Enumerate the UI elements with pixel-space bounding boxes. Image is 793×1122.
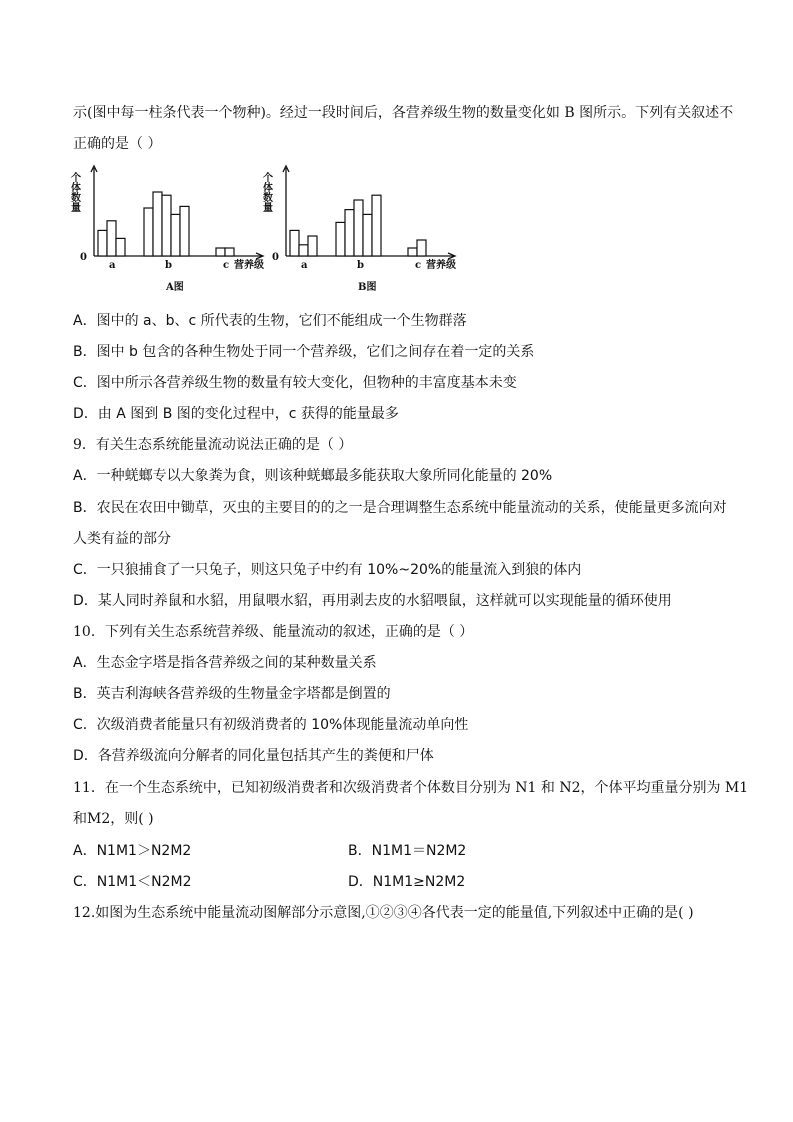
q11-option-b: B．N1M1＝N2M2 — [348, 843, 467, 859]
bar — [98, 230, 107, 256]
q8-figure — [66, 160, 486, 300]
q10-option-a: A．生态金字塔是指各营养级之间的某种数量关系 — [73, 655, 377, 671]
q9-option-a: A．一种蜣螂专以大象粪为食，则该种蜣螂最多能获取大象所同化能量的 20% — [73, 468, 553, 484]
origin-label: 0 — [80, 252, 87, 263]
bar — [216, 248, 225, 256]
bar — [153, 192, 162, 256]
x-tick-label: a — [301, 260, 308, 271]
q11-option-a: A．N1M1＞N2M2 — [73, 843, 192, 859]
bar — [308, 236, 317, 256]
q9-option-c: C．一只狼捕食了一只兔子，则这只兔子中约有 10%~20%的能量流入到狼的体内 — [73, 562, 582, 578]
chart-title: B图 — [358, 282, 377, 293]
q9-option-d: D．某人同时养鼠和水貂，用鼠喂水貂，再用剥去皮的水貂喂鼠，这样就可以实现能量的循环使用 — [73, 593, 672, 609]
x-tick-label: a — [109, 260, 116, 271]
bar — [107, 221, 116, 256]
bar — [162, 195, 171, 256]
bar — [336, 222, 345, 256]
bar — [417, 240, 426, 256]
bar — [372, 195, 381, 256]
q10-option-b: B．英吉利海峡各营养级的生物量金字塔都是倒置的 — [73, 686, 391, 702]
bar — [225, 248, 234, 256]
x-tick-label: c — [223, 260, 230, 271]
q10-stem: 10．下列有关生态系统营养级、能量流动的叙述，正确的是（ ） — [73, 624, 474, 640]
bar — [171, 214, 180, 256]
y-axis-label: 个体数量 — [68, 172, 80, 212]
q11-option-c: C．N1M1＜N2M2 — [73, 874, 192, 890]
q10-option-c: C．次级消费者能量只有初级消费者的 10%体现能量流动单向性 — [73, 717, 469, 733]
q9-stem: 9．有关生态系统能量流动说法正确的是（ ） — [73, 437, 353, 453]
bar — [345, 210, 354, 256]
x-axis-label: 营养级 — [234, 260, 264, 271]
q8-bar-charts — [66, 160, 486, 300]
q11-stem-line2: 和M2，则( ) — [73, 811, 154, 827]
x-tick-label: b — [357, 260, 364, 271]
x-axis-label: 营养级 — [426, 260, 456, 271]
q10-option-d: D．各营养级流向分解者的同化量包括其产生的粪便和尸体 — [73, 748, 434, 764]
chart-title: A图 — [166, 282, 184, 293]
q8-stem-line1: 示(图中每一柱条代表一个物种)。经过一段时间后，各营养级生物的数量变化如 B 图所示。下列有关叙述不 — [73, 105, 734, 121]
bar — [299, 245, 308, 256]
bar — [290, 230, 299, 256]
q8-stem-line2: 正确的是（ ） — [73, 136, 162, 152]
q11-option-d: D．N1M1≥N2M2 — [348, 874, 466, 890]
x-tick-label: b — [165, 260, 172, 271]
q12-stem: 12.如图为生态系统中能量流动图解部分示意图,①②③④各代表一定的能量值,下列叙述中正确的是( ) — [73, 905, 694, 921]
q8-option-d: D．由 A 图到 B 图的变化过程中，c 获得的能量最多 — [73, 406, 399, 422]
bar — [116, 238, 125, 256]
q9-option-b-cont: 人类有益的部分 — [73, 531, 171, 547]
bar — [144, 208, 153, 256]
bar — [180, 206, 189, 256]
x-tick-label: c — [415, 260, 422, 271]
q11-stem-line1: 11．在一个生态系统中，已知初级消费者和次级消费者个体数目分别为 N1 和 N2，个体平均重量分别为 M1 — [73, 780, 749, 796]
y-axis-label: 个体数量 — [260, 172, 272, 212]
q8-option-a: A．图中的 a、b、c 所代表的生物，它们不能组成一个生物群落 — [73, 313, 467, 329]
bar — [363, 214, 372, 256]
q9-option-b: B．农民在农田中锄草，灭虫的主要目的的之一是合理调整生态系统中能量流动的关系，使能量更多流向对 — [73, 500, 727, 516]
bar — [408, 248, 417, 256]
origin-label: 0 — [272, 252, 279, 263]
q8-option-c: C．图中所示各营养级生物的数量有较大变化，但物种的丰富度基本未变 — [73, 375, 517, 391]
bar — [354, 200, 363, 256]
q8-option-b: B．图中 b 包含的各种生物处于同一个营养级，它们之间存在着一定的关系 — [73, 344, 535, 360]
